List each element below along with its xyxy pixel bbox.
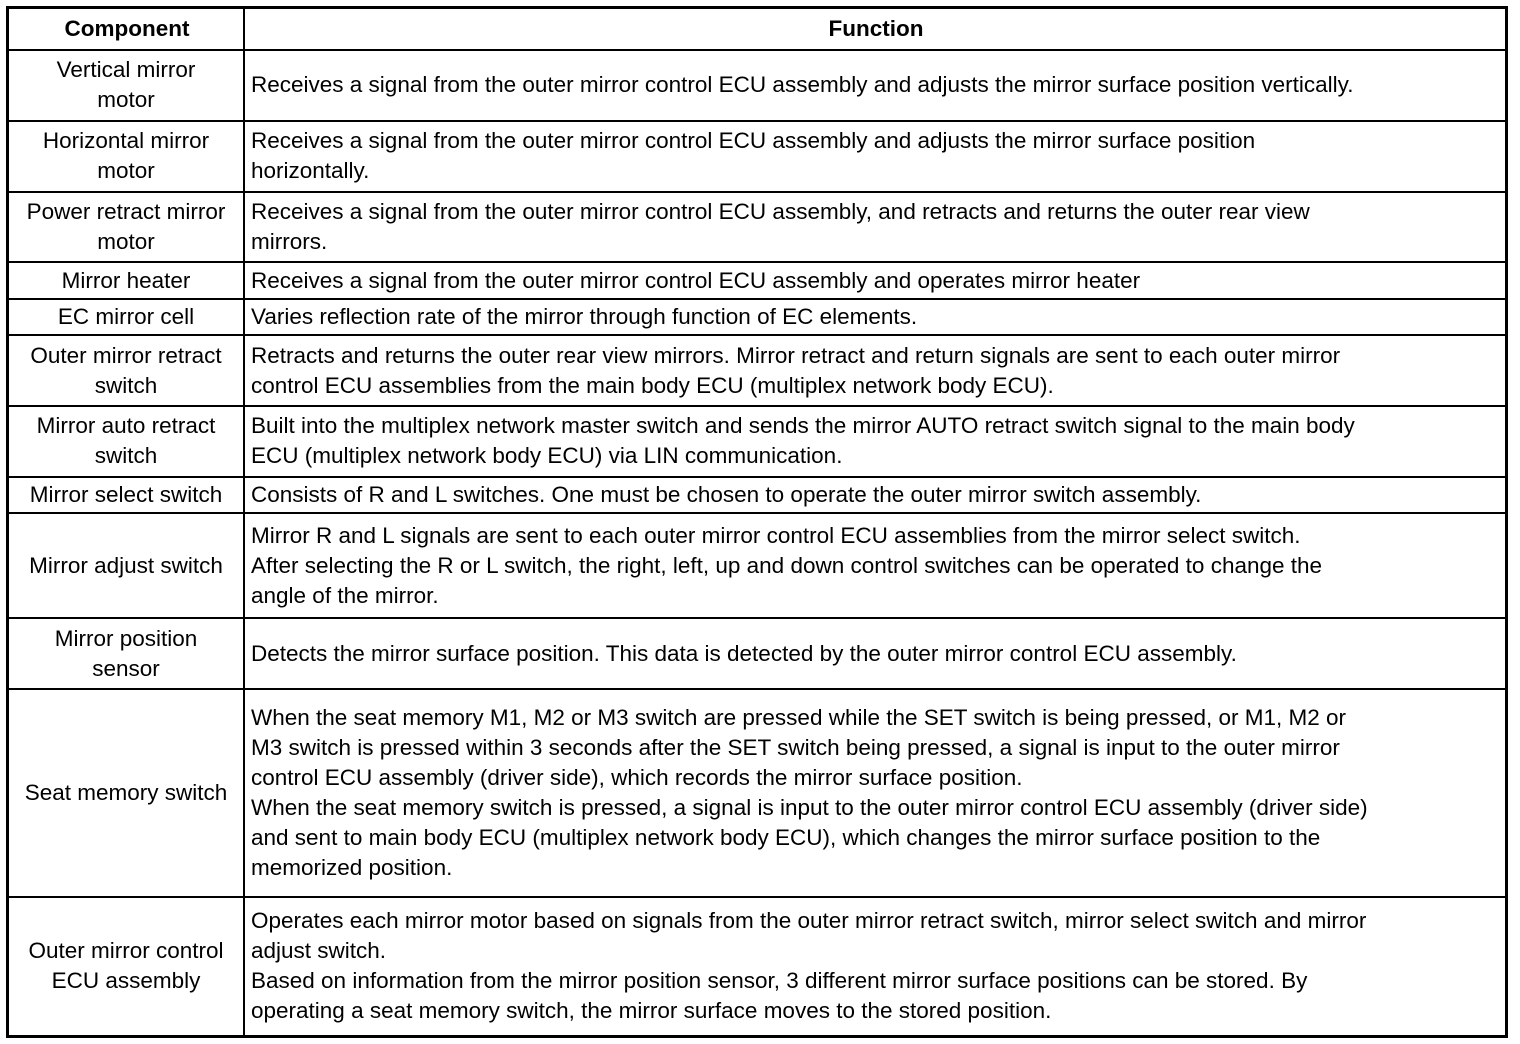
table-row (9, 121, 1505, 192)
component-cell (9, 513, 244, 618)
function-text-line: angle of the mirror. (251, 582, 439, 608)
function-text-line: When the seat memory M1, M2 or M3 switch are pressed while the SET switch is being pressed, or M1, M2 or (251, 704, 1347, 730)
component-cell (9, 689, 244, 897)
component-cell (9, 335, 244, 406)
function-text-line: Receives a signal from the outer mirror control ECU assembly and adjusts the mirror surface position vertically. (251, 72, 1354, 98)
component-text-line: Mirror select switch (29, 482, 223, 508)
function-text-line: horizontally. (251, 158, 370, 184)
table-row (9, 192, 1505, 263)
component-cell (9, 50, 244, 121)
function-text-line: When the seat memory switch is pressed, a signal is input to the outer mirror control ECU assembly (driver side) (251, 794, 1368, 820)
function-cell (244, 262, 1505, 299)
component-cell (9, 121, 244, 192)
function-cell (244, 299, 1505, 336)
function-cell (244, 50, 1505, 121)
table-row (9, 477, 1505, 514)
component-text-line: Outer mirror retract (30, 342, 222, 368)
function-text-line: Receives a signal from the outer mirror control ECU assembly and operates mirror heater (251, 267, 1141, 293)
component-cell (9, 299, 244, 336)
function-cell (244, 192, 1505, 263)
component-text-line: Vertical mirror (56, 57, 196, 83)
function-text-line: control ECU assemblies from the main body ECU (multiplex network body ECU). (251, 372, 1054, 398)
table-row (9, 689, 1505, 897)
function-cell (244, 477, 1505, 514)
function-text-line: ECU (multiplex network body ECU) via LIN communication. (251, 443, 843, 469)
function-text-line: Operates each mirror motor based on signals from the outer mirror retract switch, mirror select switch and mirror (251, 908, 1367, 934)
function-text-line: mirrors. (251, 228, 328, 254)
component-text-line: Mirror position (54, 625, 198, 651)
function-text-line: memorized position. (251, 854, 453, 880)
function-text-line: Detects the mirror surface position. This data is detected by the outer mirror control ECU assembly. (251, 640, 1237, 666)
table-row (9, 50, 1505, 121)
table-row (9, 897, 1505, 1035)
component-cell (9, 406, 244, 477)
component-cell (9, 262, 244, 299)
function-text-line: Receives a signal from the outer mirror control ECU assembly and adjusts the mirror surface position (251, 128, 1256, 154)
component-text-line: switch (94, 443, 158, 469)
table-row (9, 299, 1505, 336)
function-text-line: Consists of R and L switches. One must be chosen to operate the outer mirror switch assembly. (251, 482, 1202, 508)
function-text-line: Receives a signal from the outer mirror control ECU assembly, and retracts and returns the outer rear view (251, 198, 1310, 224)
component-cell (9, 897, 244, 1035)
function-text-line: Based on information from the mirror position sensor, 3 different mirror surface positions can be stored. By (251, 968, 1308, 994)
table-row (9, 262, 1505, 299)
function-cell (244, 897, 1505, 1035)
function-text-line: operating a seat memory switch, the mirror surface moves to the stored position. (251, 998, 1052, 1024)
function-cell (244, 406, 1505, 477)
component-cell (9, 477, 244, 514)
component-text-line: motor (97, 158, 155, 184)
component-text-line: Power retract mirror (26, 198, 226, 224)
component-function-table (9, 9, 1505, 1035)
function-text-line: Retracts and returns the outer rear view mirrors. Mirror retract and return signals are sent to each outer mirror (251, 342, 1341, 368)
component-text-line: EC mirror cell (57, 304, 195, 330)
function-text-line: and sent to main body ECU (multiplex network body ECU), which changes the mirror surface position to the (251, 824, 1321, 850)
function-cell (244, 121, 1505, 192)
component-cell (9, 618, 244, 689)
header-component: Component (9, 9, 244, 50)
component-text-line: motor (97, 228, 155, 254)
function-cell (244, 618, 1505, 689)
table-body (9, 50, 1505, 1035)
table-row (9, 618, 1505, 689)
component-text-line: Outer mirror control (28, 938, 224, 964)
component-text-line: Seat memory switch (24, 779, 228, 805)
table-row (9, 335, 1505, 406)
function-text-line: adjust switch. (251, 938, 387, 964)
header-function: Function (244, 9, 1505, 50)
component-function-table-frame (6, 6, 1508, 1038)
function-text-line: M3 switch is pressed within 3 seconds after the SET switch being pressed, a signal is input to the outer mirror (251, 734, 1340, 760)
component-text-line: Horizontal mirror (42, 128, 210, 154)
function-text-line: Varies reflection rate of the mirror through function of EC elements. (251, 304, 918, 330)
component-text-line: Mirror auto retract (36, 413, 216, 439)
component-cell (9, 192, 244, 263)
component-text-line: ECU assembly (51, 968, 201, 994)
function-cell (244, 513, 1505, 618)
function-text-line: control ECU assembly (driver side), which records the mirror surface position. (251, 764, 1023, 790)
function-text-line: After selecting the R or L switch, the right, left, up and down control switches can be operated to change the (251, 552, 1323, 578)
table-row (9, 513, 1505, 618)
function-text-line: Built into the multiplex network master switch and sends the mirror AUTO retract switch signal to the main body (251, 413, 1355, 439)
function-cell (244, 335, 1505, 406)
table-row (9, 406, 1505, 477)
component-text-line: switch (94, 372, 158, 398)
table-header-row (9, 9, 1505, 50)
component-text-line: Mirror heater (61, 267, 191, 293)
component-text-line: motor (97, 87, 155, 113)
component-text-line: Mirror adjust switch (29, 552, 223, 578)
function-cell (244, 689, 1505, 897)
component-text-line: sensor (92, 655, 160, 681)
function-text-line: Mirror R and L signals are sent to each outer mirror control ECU assemblies from the mirror select switch. (251, 522, 1301, 548)
